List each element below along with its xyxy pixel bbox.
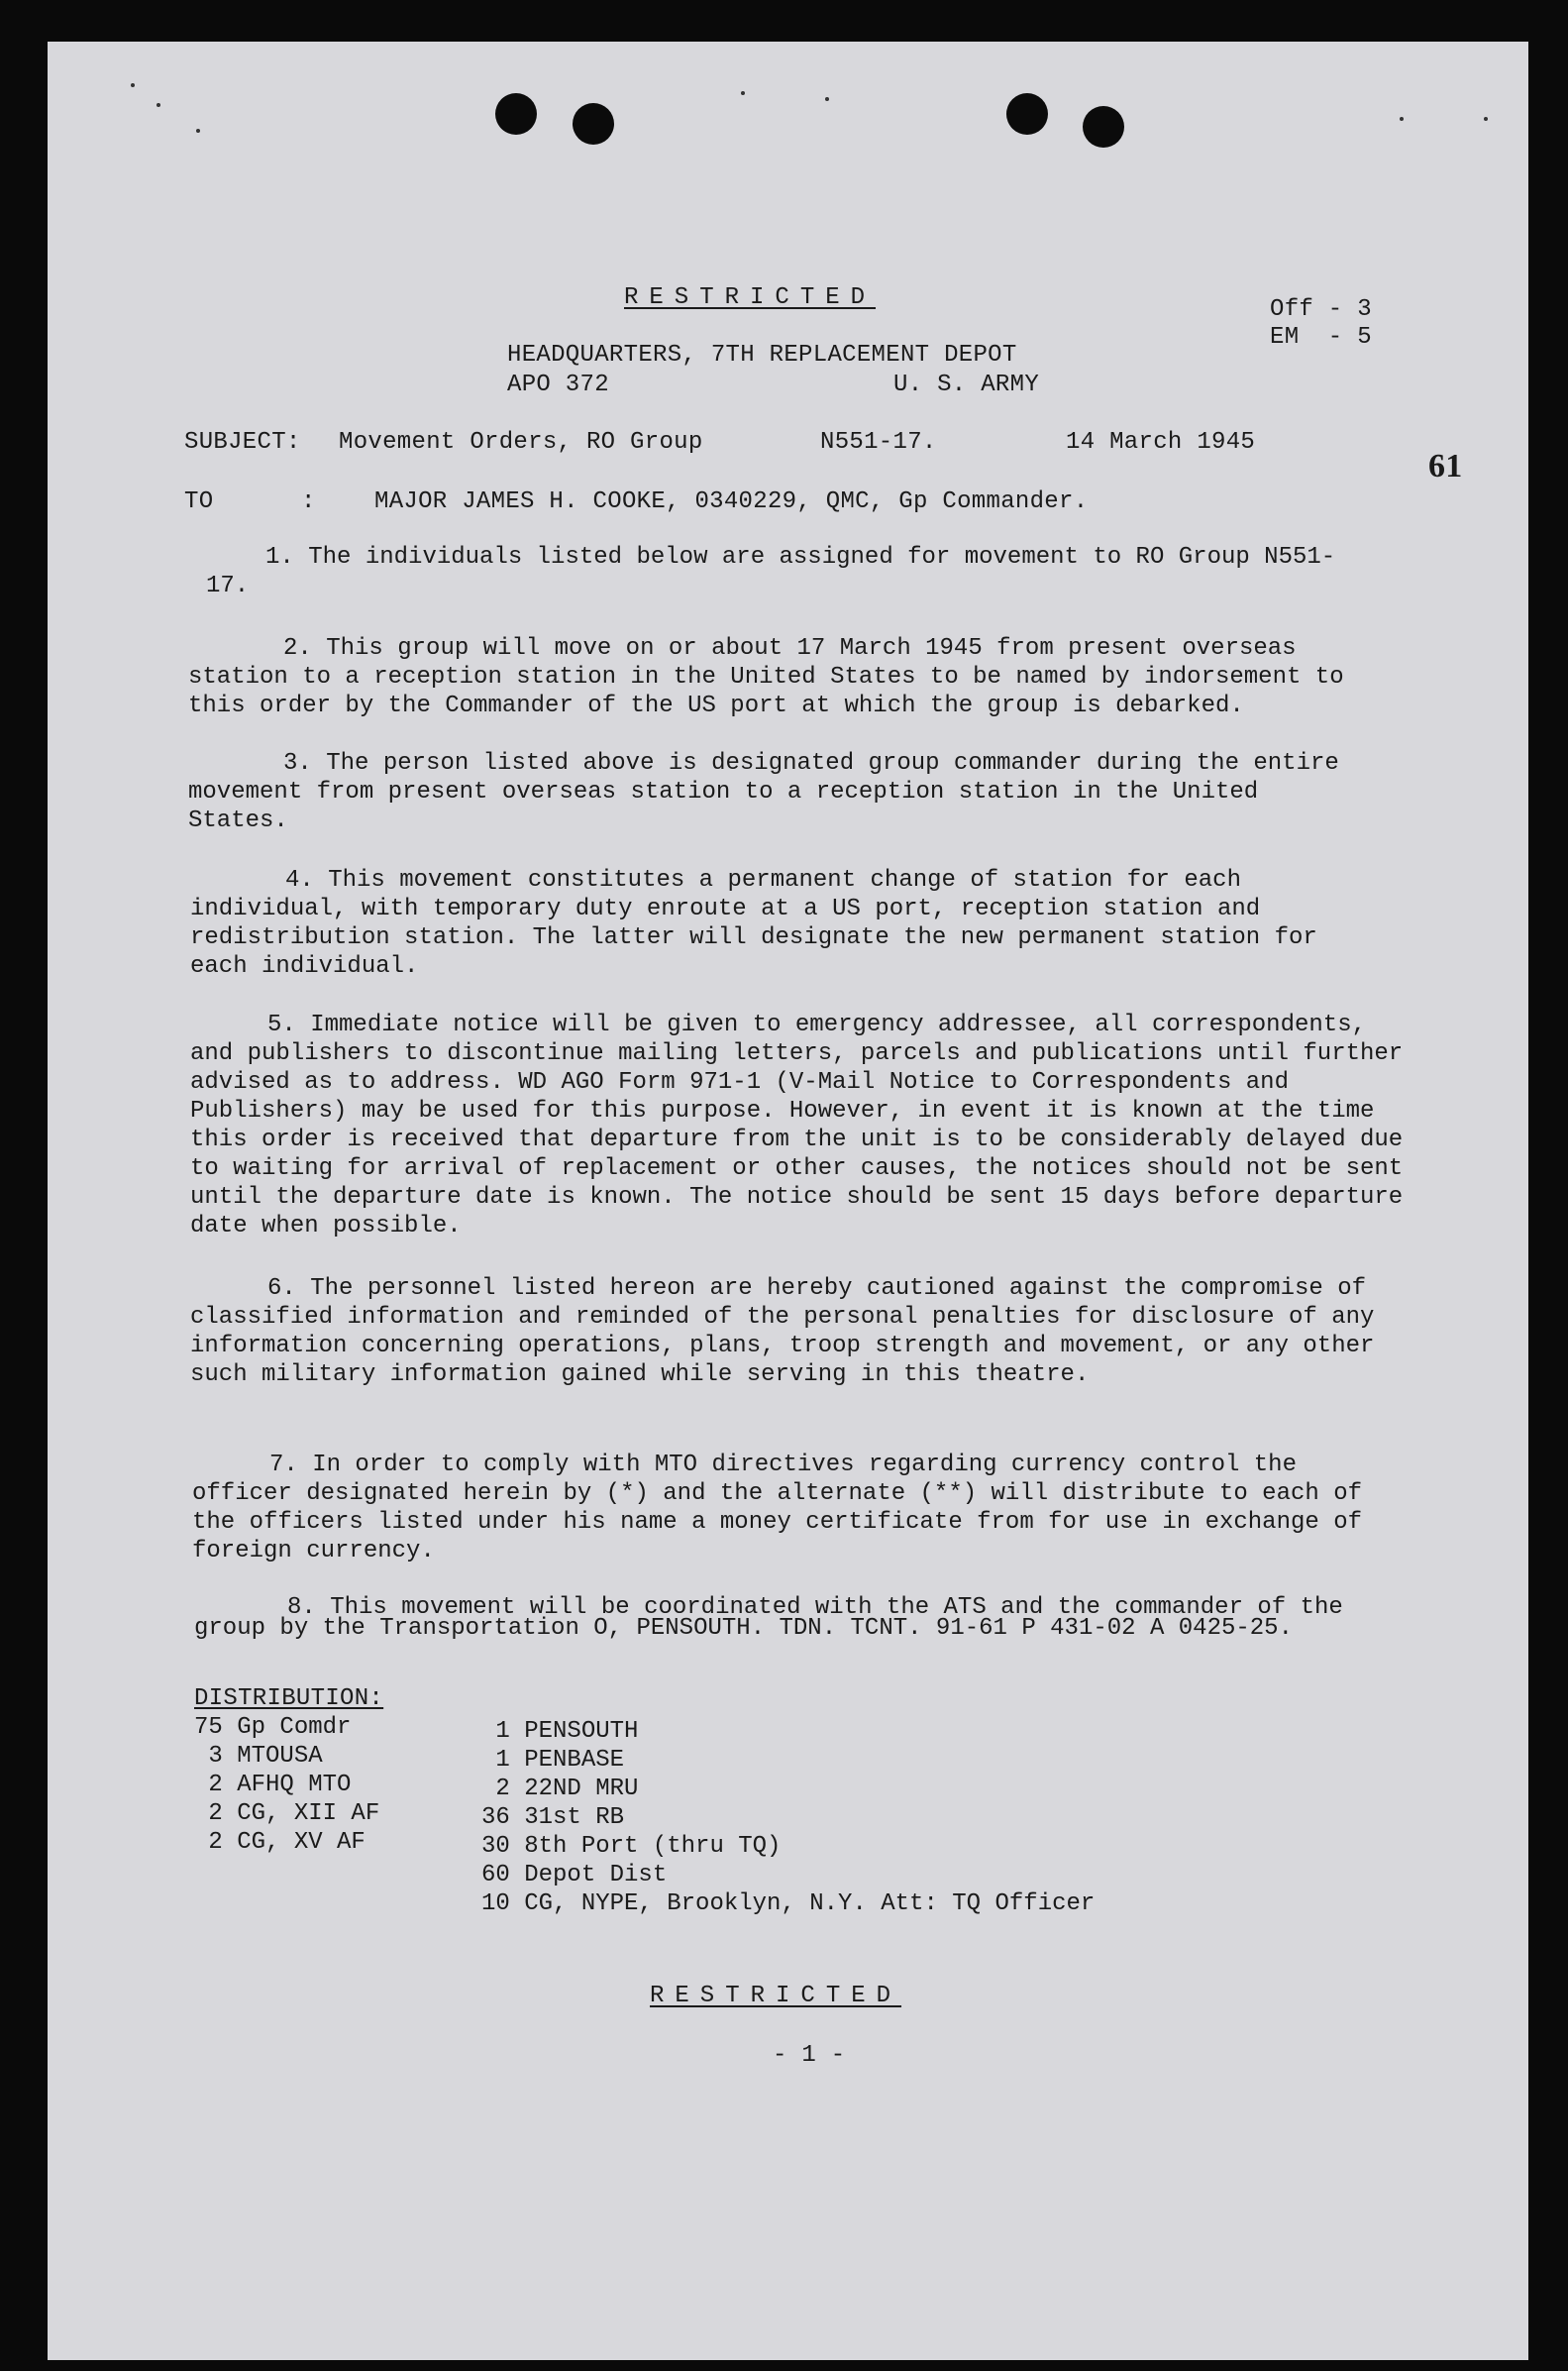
distribution-right-item: 1 PENSOUTH xyxy=(481,1718,639,1745)
paper-speck xyxy=(131,83,135,87)
org-line-1: HEADQUARTERS, 7TH REPLACEMENT DEPOT xyxy=(507,342,1017,369)
punch-hole xyxy=(1083,106,1124,148)
paragraph-text: This movement constitutes a permanent change of station for each individual, with temporary duty enroute at a US port, reception station and redistribution station. The latter will designate the new permanent station for each individual. xyxy=(190,867,1317,980)
to-label: TO xyxy=(184,488,214,515)
subject-label: SUBJECT: xyxy=(184,429,301,456)
paragraph-3 xyxy=(188,749,1352,835)
paragraph-number: 6. xyxy=(267,1275,296,1302)
distribution-right-item: 36 31st RB xyxy=(481,1804,625,1831)
distribution-right-item: 60 Depot Dist xyxy=(481,1862,668,1888)
paragraph-6 xyxy=(190,1274,1404,1389)
distribution-left-item: 75 Gp Comdr xyxy=(194,1714,352,1741)
paragraph-text: In order to comply with MTO directives regarding currency control the officer designated herein by (*) and the alternate (**) will distribute to each of the officers listed under his name a money certificate from for use in exchange of foreign currency. xyxy=(192,1452,1362,1564)
punch-hole xyxy=(1006,93,1048,135)
distribution-right-item: 10 CG, NYPE, Brooklyn, N.Y. Att: TQ Officer xyxy=(481,1890,1096,1917)
paragraph-number: 2. xyxy=(283,635,312,662)
punch-hole xyxy=(573,103,614,145)
paper-speck xyxy=(1400,117,1404,121)
distribution-left-item: 2 AFHQ MTO xyxy=(194,1772,352,1798)
paragraph-8 xyxy=(194,1594,1408,1642)
paragraph-number: 5. xyxy=(267,1012,296,1038)
distribution-right-item: 2 22ND MRU xyxy=(481,1776,639,1802)
paper-speck xyxy=(741,91,745,95)
paper-speck xyxy=(1484,117,1488,121)
paragraph-text: The personnel listed hereon are hereby cautioned against the compromise of classified information and reminded of the personal penalties for disclosure of any information concerning operations, plans, troop strength and movement, or any other such military information gained while serving in this theatre. xyxy=(190,1275,1375,1388)
distribution-right-item: 1 PENBASE xyxy=(481,1747,625,1774)
paragraph-4 xyxy=(190,866,1364,981)
org-line-2-right: U. S. ARMY xyxy=(893,372,1040,398)
distribution-left-item: 3 MTOUSA xyxy=(194,1743,323,1770)
paragraph-number: 8. xyxy=(287,1594,316,1621)
paragraph-text: This group will move on or about 17 March 1945 from present overseas station to a reception station in the United States to be named by indorsement to this order by the Commander of the US port at which the group is debarked. xyxy=(188,635,1344,719)
order-number: N551-17. xyxy=(820,429,937,456)
paragraph-7 xyxy=(192,1451,1406,1565)
punch-hole xyxy=(495,93,537,135)
org-line-2-left: APO 372 xyxy=(507,372,609,398)
distribution-left-item: 2 CG, XII AF xyxy=(194,1800,380,1827)
distribution-right-item: 30 8th Port (thru TQ) xyxy=(481,1833,782,1860)
page-stamp: 61 xyxy=(1428,448,1463,485)
classification-footer: RESTRICTED xyxy=(650,1983,902,2009)
paragraph-text: The person listed above is designated group commander during the entire movement from present overseas station to a reception station in the United States. xyxy=(188,750,1339,834)
subject-text: Movement Orders, RO Group xyxy=(339,429,703,456)
paragraph-number: 7. xyxy=(269,1452,298,1478)
paragraph-text: This movement will be coordinated with the ATS and the commander of the group by the Transportation O, PENSOUTH. TDN. TCNT. 91-61 P 431-02 A 0425-25. xyxy=(194,1594,1343,1642)
distribution-label: DISTRIBUTION: xyxy=(194,1685,384,1712)
paper-speck xyxy=(196,129,200,133)
paragraph-number: 1. xyxy=(265,544,294,571)
paragraph-number: 4. xyxy=(285,867,314,894)
classification-header: RESTRICTED xyxy=(624,284,877,311)
paper-speck xyxy=(825,97,829,101)
paragraph-2 xyxy=(188,634,1407,720)
paragraph-text: The individuals listed below are assigned for movement to RO Group N551-17. xyxy=(206,544,1336,599)
page-number: - 1 - xyxy=(773,2042,846,2069)
paragraph-number: 3. xyxy=(283,750,312,777)
paragraph-5 xyxy=(190,1011,1418,1240)
paper-speck xyxy=(157,103,160,107)
paragraph-text: Immediate notice will be given to emergency addressee, all correspondents, and publishers to discontinue mailing letters, parcels and publications until further advised as to address. WD AGO Form 971-1 (V-Mail Notice to Correspondents and Publishers) may be used for this purpose. However, in event it is known at the time this order is received that departure from the unit is to be considerably delayed due to waiting for arrival of replacement or other causes, the notices should not be sent until the departure date is known. The notice should be sent 15 days before departure date when possible. xyxy=(190,1012,1404,1239)
order-date: 14 March 1945 xyxy=(1066,429,1256,456)
to-colon: : xyxy=(301,488,316,515)
distribution-left-item: 2 CG, XV AF xyxy=(194,1829,366,1856)
em-count: EM - 5 xyxy=(1270,324,1372,351)
to-recipient: MAJOR JAMES H. COOKE, 0340229, QMC, Gp Commander. xyxy=(374,488,1089,515)
paragraph-1 xyxy=(206,543,1355,600)
off-count: Off - 3 xyxy=(1270,296,1372,323)
